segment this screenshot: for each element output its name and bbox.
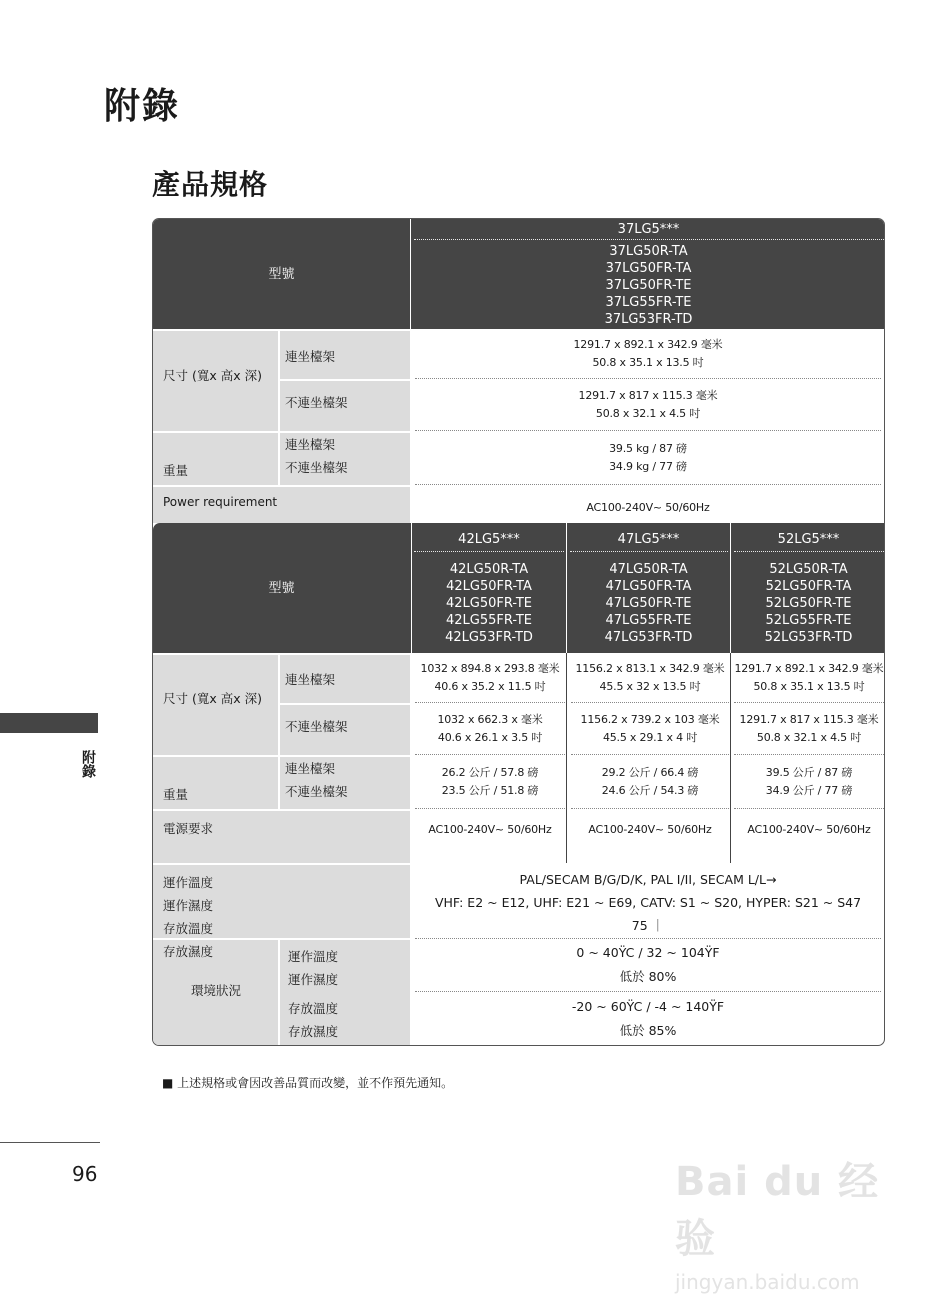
footnote: ■ 上述規格或會因改善品質而改變，並不作預先通知。: [162, 1076, 454, 1090]
power-37: AC100-240V~ 50/60Hz: [586, 501, 710, 514]
weight-with-stand-2: 連坐檯架: [285, 761, 336, 776]
power-47: AC100-240V~ 50/60Hz: [588, 823, 712, 836]
power-52: AC100-240V~ 50/60Hz: [747, 823, 871, 836]
st-temp: -20 ~ 60ŸC / -4 ~ 140ŸF: [571, 999, 725, 1014]
page-number: 96: [72, 1162, 98, 1186]
dims-stand-42: 1032 x 894.8 x 293.8 毫米 40.6 x 35.2 x 11.5 吋: [415, 653, 565, 703]
channels: VHF: E2 ~ E12, UHF: E21 ~ E69, CATV: S1 ~ S20, HYPER: S21 ~ S47: [434, 894, 862, 910]
watermark-url: jingyan.baidu.com: [675, 1270, 860, 1294]
weight-42: 26.2 公斤 / 57.8 磅 23.5 公斤 / 51.8 磅: [415, 755, 565, 809]
dims-nostand-47: 1156.2 x 739.2 x 103 毫米 45.5 x 29.1 x 4 吋: [571, 703, 729, 755]
model-list-52: 52LG50R-TA 52LG50FR-TA 52LG50FR-TE 52LG55FR-TE 52LG53FR-TD: [730, 553, 885, 653]
dims-stand-37: 1291.7 x 892.1 x 342.9 毫米 50.8 x 35.1 x 13.5 吋: [415, 329, 881, 379]
model-label: 型號: [268, 266, 295, 282]
env-label: 環境狀況: [191, 983, 242, 998]
weight-label-2: 重量: [163, 787, 189, 802]
dims-stand-47: 1156.2 x 813.1 x 342.9 毫米 45.5 x 32 x 13.5 吋: [571, 653, 729, 703]
weight-label: 重量: [163, 463, 189, 478]
op-temp: 0 ~ 40ŸC / 32 ~ 104ŸF: [576, 945, 720, 960]
model-list-42: 42LG50R-TA 42LG50FR-TA 42LG50FR-TE 42LG55FR-TE 42LG53FR-TD: [411, 553, 566, 653]
series-42: 42LG5***: [414, 525, 564, 552]
model-label-cell: [153, 219, 410, 329]
dims-nostand-52: 1291.7 x 817 x 115.3 毫米 50.8 x 32.1 x 4.5 吋: [734, 703, 884, 755]
column-divider: [566, 653, 567, 863]
impedance: 75 ｜: [631, 917, 665, 933]
with-stand-label-2: 連坐檯架: [285, 672, 336, 687]
side-tab-bar: [0, 713, 98, 733]
watermark-brand: Bai du 经验: [675, 1159, 880, 1262]
tv-system: PAL/SECAM B/G/D/K, PAL I/II, SECAM L/L→: [519, 871, 777, 887]
section-title: 產品規格: [152, 168, 269, 201]
weight-without-stand: 不連坐檯架: [285, 460, 348, 475]
with-stand-label: 連坐檯架: [285, 349, 336, 364]
page-title: 附錄: [104, 86, 181, 127]
dims-nostand-37: 1291.7 x 817 x 115.3 毫米 50.8 x 32.1 x 4.5 吋: [415, 379, 881, 431]
column-divider: [730, 653, 731, 863]
weight-47: 29.2 公斤 / 66.4 磅 24.6 公斤 / 54.3 磅: [571, 755, 729, 809]
series-52: 52LG5***: [734, 525, 884, 552]
weight-without-stand-2: 不連坐檯架: [285, 784, 348, 799]
size-label: 尺寸 (寬x 高x 深): [163, 368, 262, 383]
series-47: 47LG5***: [570, 525, 728, 552]
st-hum: 低於 85%: [619, 1023, 677, 1038]
size-label-2: 尺寸 (寬x 高x 深): [163, 691, 262, 706]
power-label-2: 電源要求: [163, 821, 214, 836]
op-hum: 低於 80%: [619, 969, 677, 984]
model-list-37: 37LG50R-TA 37LG50FR-TA 37LG50FR-TE 37LG55FR-TE 37LG53FR-TD: [410, 241, 885, 329]
size-label-cell: [153, 329, 278, 431]
without-stand-label: 不連坐檯架: [285, 395, 348, 410]
spec-table: [152, 218, 885, 1046]
series-header: [410, 219, 885, 241]
watermark: [675, 1150, 895, 1294]
st-labels: 存放溫度 存放濕度: [288, 1001, 339, 1039]
power-42: AC100-240V~ 50/60Hz: [428, 823, 552, 836]
dims-nostand-42: 1032 x 662.3 x 毫米 40.6 x 26.1 x 3.5 吋: [415, 703, 565, 755]
weight-37: 39.5 kg / 87 磅 34.9 kg / 77 磅: [415, 431, 881, 485]
env-left-labels: 運作溫度 運作濕度 存放溫度 存放濕度: [163, 875, 214, 959]
series-37: 37LG5***: [414, 221, 884, 240]
weight-with-stand: 連坐檯架: [285, 437, 336, 452]
model-label-2: 型號: [268, 580, 295, 596]
footer-rule: [0, 1142, 100, 1143]
side-tab-label: 附錄: [80, 750, 96, 778]
op-labels: 運作溫度 運作濕度: [288, 949, 339, 987]
model-list-47: 47LG50R-TA 47LG50FR-TA 47LG50FR-TE 47LG55FR-TE 47LG53FR-TD: [566, 553, 730, 653]
weight-52: 39.5 公斤 / 87 磅 34.9 公斤 / 77 磅: [734, 755, 884, 809]
without-stand-label-2: 不連坐檯架: [285, 719, 348, 734]
power-label: Power requirement: [163, 495, 278, 509]
dims-stand-52: 1291.7 x 892.1 x 342.9 毫米 50.8 x 35.1 x 13.5 吋: [734, 653, 884, 703]
